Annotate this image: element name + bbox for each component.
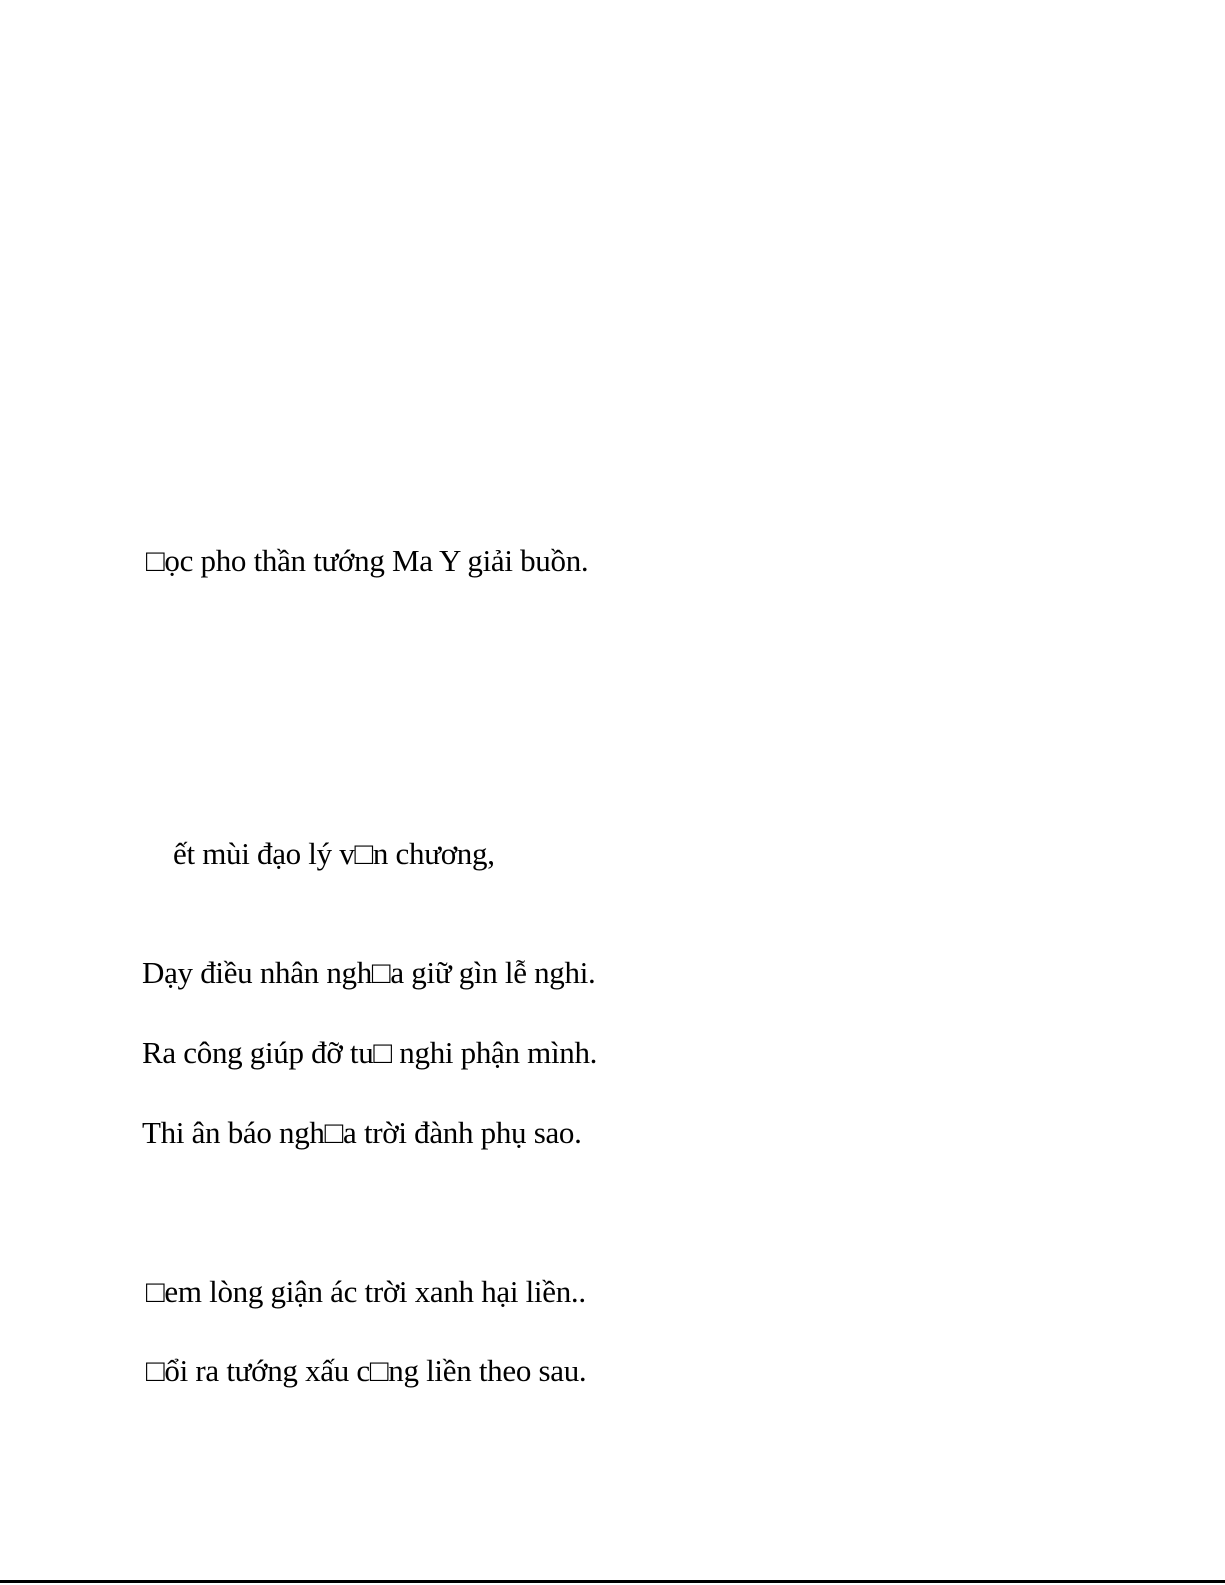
poem-line: □em lòng giận ác trời xanh hại liền.. bbox=[146, 1274, 586, 1309]
poem-line: □ọc pho thần tướng Ma Y giải buồn. bbox=[146, 543, 589, 578]
poem-line: ết mùi đạo lý v□n chương, bbox=[173, 836, 495, 871]
poem-line: Ra công giúp đỡ tu□ nghi phận mình. bbox=[142, 1035, 598, 1070]
poem-line: Thi ân báo ngh□a trời đành phụ sao. bbox=[142, 1115, 582, 1150]
poem-line: Dạy điều nhân ngh□a giữ gìn lễ nghi. bbox=[142, 955, 596, 990]
bottom-page-border bbox=[0, 1580, 1225, 1583]
poem-line: □ổi ra tướng xấu c□ng liền theo sau. bbox=[146, 1353, 587, 1388]
